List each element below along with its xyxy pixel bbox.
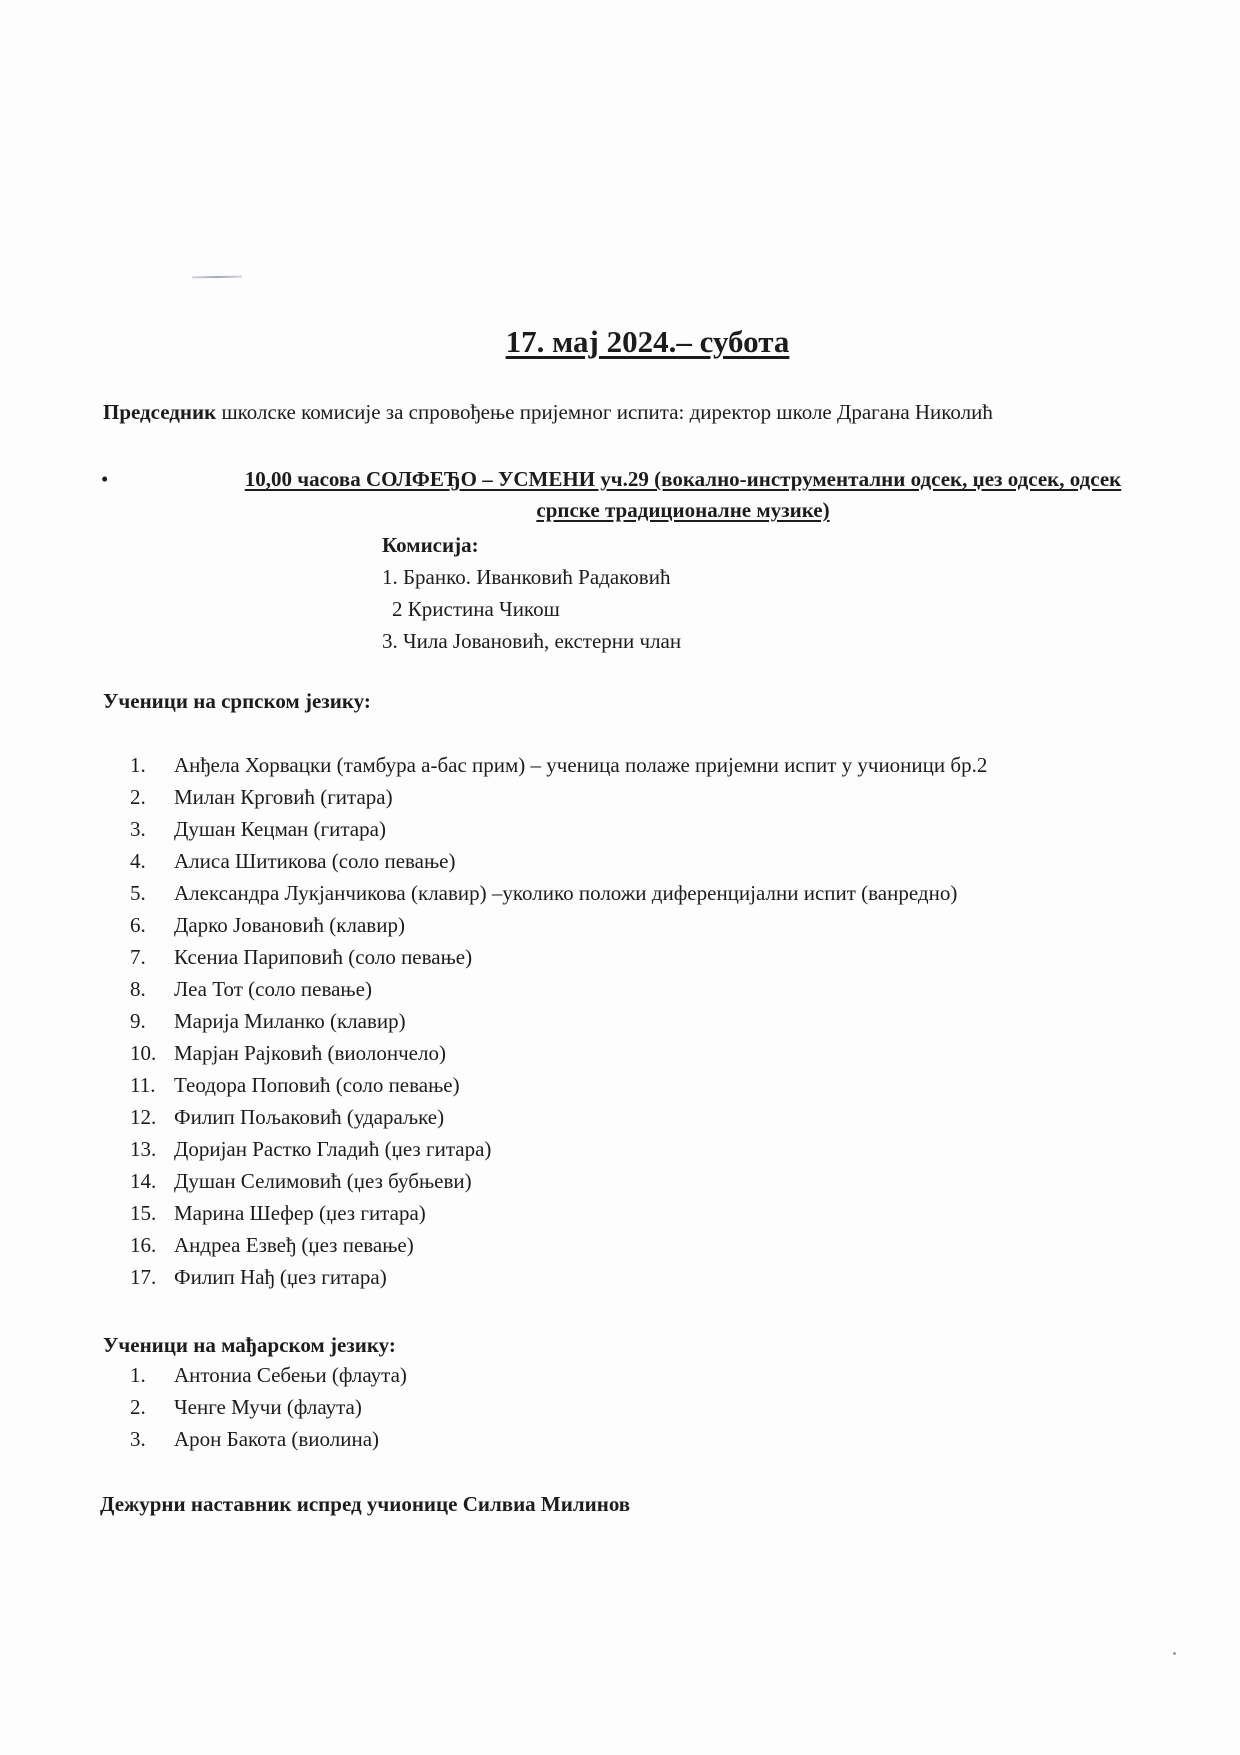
item-number: 8. bbox=[130, 977, 146, 1001]
president-text: школске комисије за спровођење пријемног испита: директор школе Драгана Николић bbox=[216, 400, 993, 424]
item-text: Душан Селимовић (џез бубњеви) bbox=[174, 1169, 472, 1193]
item-text: Леа Тот (соло певање) bbox=[174, 977, 372, 1001]
item-text: Теодора Поповић (соло певање) bbox=[174, 1073, 460, 1097]
list-item bbox=[130, 781, 987, 813]
commission-member: 3. Чила Јовановић, екстерни члан bbox=[382, 629, 682, 653]
scan-artifact-dot bbox=[1173, 1652, 1176, 1655]
serbian-students-list bbox=[130, 749, 987, 1293]
duty-teacher-line: Дежурни наставник испред учионице Силвиа Милинов bbox=[100, 1492, 631, 1516]
item-number: 5. bbox=[130, 881, 146, 905]
item-number: 1. bbox=[130, 1363, 146, 1387]
item-text: Андреа Езвеђ (џез певање) bbox=[174, 1233, 414, 1257]
commission-member: 2 Кристина Чикош bbox=[392, 597, 560, 621]
item-text: Филип Нађ (џез гитара) bbox=[174, 1265, 387, 1289]
list-item bbox=[130, 1391, 407, 1423]
session-line-2: српске традиционалне музике) bbox=[536, 498, 830, 522]
item-number: 4. bbox=[130, 849, 146, 873]
item-text: Марјан Рајковић (виолончело) bbox=[174, 1041, 446, 1065]
hungarian-students-list bbox=[130, 1359, 407, 1455]
list-item bbox=[130, 1359, 407, 1391]
list-item bbox=[130, 877, 987, 909]
serbian-students-heading: Ученици на српском језику: bbox=[103, 689, 371, 713]
item-text: Душан Кецман (гитара) bbox=[174, 817, 386, 841]
bullet-icon: • bbox=[101, 467, 109, 491]
item-text: Антониа Себењи (флаута) bbox=[174, 1363, 407, 1387]
commission-block bbox=[382, 529, 681, 657]
list-item bbox=[130, 941, 987, 973]
item-number: 2. bbox=[130, 1395, 146, 1419]
session-heading bbox=[175, 464, 1191, 526]
list-item bbox=[130, 1037, 987, 1069]
list-item bbox=[130, 1165, 987, 1197]
item-number: 12. bbox=[130, 1105, 157, 1129]
list-item bbox=[130, 1229, 987, 1261]
list-item bbox=[130, 1133, 987, 1165]
item-number: 16. bbox=[130, 1233, 157, 1257]
president-label: Председник bbox=[103, 400, 217, 424]
item-number: 3. bbox=[130, 1427, 146, 1451]
item-number: 1. bbox=[130, 753, 146, 777]
item-text: Марина Шефер (џез гитара) bbox=[174, 1201, 426, 1225]
item-number: 17. bbox=[130, 1265, 157, 1289]
item-text: Доријан Растко Гладић (џез гитара) bbox=[174, 1137, 492, 1161]
president-line bbox=[103, 400, 993, 425]
item-text: Алиса Шитикова (соло певање) bbox=[174, 849, 456, 873]
list-item bbox=[130, 909, 987, 941]
item-number: 14. bbox=[130, 1169, 157, 1193]
item-number: 9. bbox=[130, 1009, 146, 1033]
item-number: 13. bbox=[130, 1137, 157, 1161]
item-text: Дарко Јовановић (клавир) bbox=[174, 913, 405, 937]
list-item bbox=[130, 1005, 987, 1037]
item-text: Анђела Хорвацки (тамбура а-бас прим) – ученица полаже пријемни испит у учионици бр.2 bbox=[174, 753, 988, 777]
hungarian-students-heading: Ученици на мађарском језику: bbox=[103, 1333, 396, 1357]
item-number: 6. bbox=[130, 913, 146, 937]
item-number: 7. bbox=[130, 945, 146, 969]
commission-member: 1. Бранко. Иванковић Радаковић bbox=[382, 565, 671, 589]
item-text: Арон Бакота (виолина) bbox=[174, 1427, 380, 1451]
item-number: 11. bbox=[130, 1073, 156, 1097]
item-text: Филип Пољаковић (удараљке) bbox=[174, 1105, 445, 1129]
item-text: Милан Крговић (гитара) bbox=[174, 785, 393, 809]
session-line-1: 10,00 часова СОЛФЕЂО – УСМЕНИ уч.29 (вокално-инструментални одсек, џез одсек, одсек bbox=[244, 467, 1122, 491]
item-number: 3. bbox=[130, 817, 146, 841]
list-item bbox=[130, 1261, 987, 1293]
list-item bbox=[130, 1101, 987, 1133]
list-item bbox=[130, 1197, 987, 1229]
list-item bbox=[130, 1069, 987, 1101]
list-item bbox=[130, 973, 987, 1005]
item-text: Ксениа Париповић (соло певање) bbox=[174, 945, 473, 969]
item-text: Марија Миланко (клавир) bbox=[174, 1009, 406, 1033]
item-text: Александра Лукјанчикова (клавир) –уколико положи диференцијални испит (ванредно) bbox=[174, 881, 958, 905]
item-number: 10. bbox=[130, 1041, 157, 1065]
list-item bbox=[130, 1423, 407, 1455]
list-item bbox=[130, 813, 987, 845]
page-title: 17. мај 2024.– субота bbox=[505, 324, 790, 359]
commission-heading: Комисија: bbox=[382, 533, 479, 557]
list-item bbox=[130, 749, 987, 781]
item-number: 2. bbox=[130, 785, 146, 809]
item-number: 15. bbox=[130, 1201, 157, 1225]
scan-artifact-mark bbox=[192, 276, 242, 279]
item-text: Ченге Мучи (флаута) bbox=[174, 1395, 362, 1419]
list-item bbox=[130, 845, 987, 877]
